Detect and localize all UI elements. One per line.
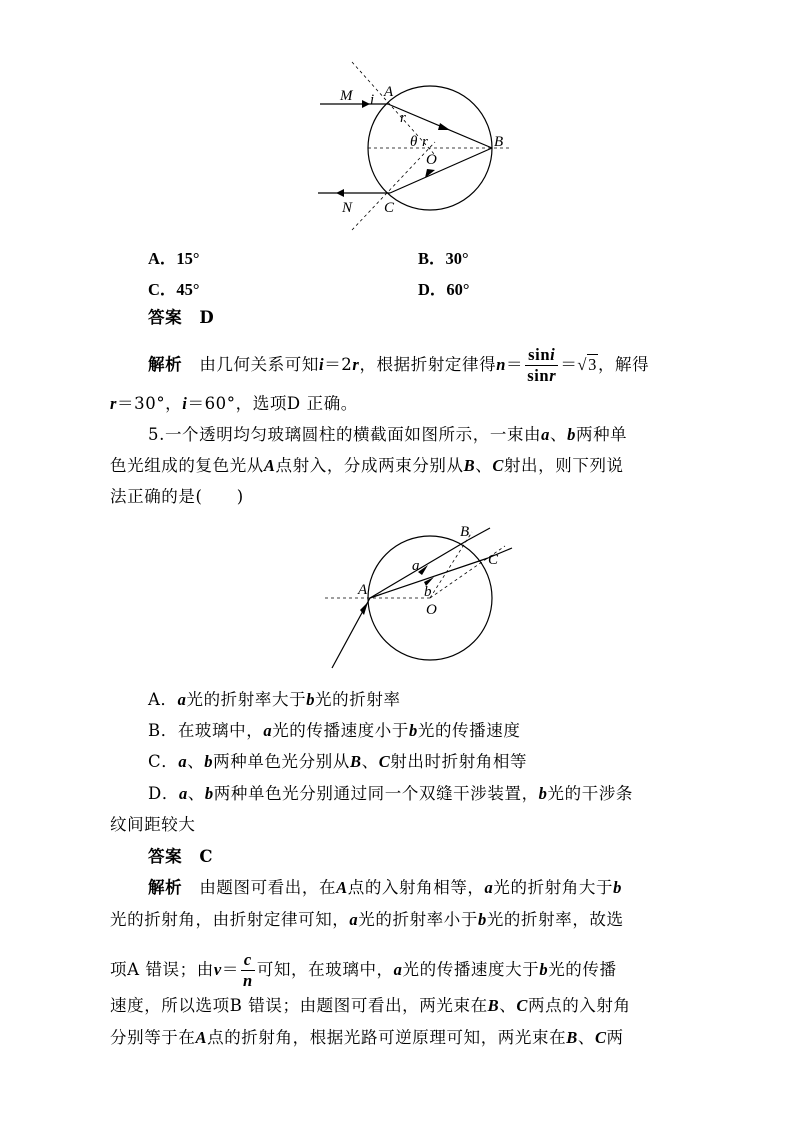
q5-option-c — [148, 751, 527, 773]
label-M: M — [340, 88, 353, 104]
q4-answer-value: D — [199, 308, 215, 327]
fraction-sin — [525, 345, 558, 386]
q5an-a: a — [484, 878, 494, 897]
frac-num: sin — [528, 345, 551, 364]
q5-analysis-line2 — [110, 909, 624, 931]
q5an-l3-b: b — [539, 960, 549, 979]
opt-d-end: 光的干涉条 — [547, 784, 634, 803]
q5-stem-line3: 法正确的是( ) — [110, 487, 244, 506]
q5-stem-line1 — [148, 424, 627, 446]
opt-d-var-a: a — [178, 784, 188, 803]
label-N: N — [342, 200, 353, 216]
arrow-M — [362, 100, 370, 108]
var-i-2: i — [182, 394, 188, 413]
opt-b-mid: 光的传播速度小于 — [272, 721, 409, 740]
opt-b-var-a: a — [263, 721, 273, 740]
q4-analysis-text3: ，解得 — [597, 355, 650, 374]
label-B: B — [494, 134, 504, 150]
q5an-l3-a: a — [393, 960, 403, 979]
sqrt-symbol: √ — [577, 355, 588, 374]
q4-option-d: D．60° — [418, 280, 470, 299]
q5an-l2b: 光的折射率小于 — [358, 910, 478, 929]
q5-answer — [148, 846, 213, 868]
q5an-l4-B: B — [487, 996, 500, 1015]
opt-c-end: 射出时折射角相等 — [390, 752, 528, 771]
label-B-2: B — [460, 524, 470, 540]
q5an-l5c: 两 — [606, 1028, 624, 1047]
opt-c-var-b: b — [204, 752, 214, 771]
q5an-l3b: 可知，在玻璃中， — [256, 960, 394, 979]
label-b-2: b — [424, 584, 432, 600]
opt-c-sep2: 、 — [361, 752, 379, 771]
q5-analysis-line5: 分别等于在A点的折射角，根据光路可逆原理可知，两光束在B、C两 — [110, 1028, 624, 1047]
q4-analysis-text2: ，根据折射定律得 — [359, 355, 497, 374]
figure-2-svg — [320, 520, 520, 675]
q5an-l3a: 项A 错误；由 — [110, 960, 214, 979]
frac-n: n — [243, 971, 253, 990]
q5an-l3d: 光的传播 — [548, 960, 617, 979]
opt-d-pre: D． — [148, 784, 179, 803]
normal-C — [352, 142, 435, 230]
q5an-eq: ＝ — [221, 960, 239, 979]
q5-option-b — [148, 720, 520, 742]
q5an-l3c: 光的传播速度大于 — [402, 960, 540, 979]
q4-option-c: C．45° — [148, 280, 200, 299]
q4-answer-label: 答案 — [148, 308, 183, 327]
ray-BC — [390, 148, 492, 193]
opt-c-mid: 两种单色光分别从 — [213, 752, 350, 771]
eq-sign: ＝ — [506, 355, 524, 374]
var-r-2: r — [110, 394, 118, 413]
q4-option-a: A．15° — [148, 249, 200, 268]
q4-line2-b: ＝60°，选项D 正确。 — [187, 394, 358, 413]
var-n: n — [496, 355, 507, 374]
q5an-v: v — [213, 960, 222, 979]
q5an-l5-B: B — [566, 1028, 578, 1047]
q5-text2b: 点射入，分成两束分别从 — [275, 456, 464, 475]
q5an-l1b: 点的入射角相等， — [347, 878, 485, 897]
opt-b-end: 光的传播速度 — [417, 721, 521, 740]
sqrt-3 — [577, 354, 598, 374]
opt-d-sep: 、 — [187, 784, 205, 803]
q5an-l1a: 由题图可看出，在 — [199, 878, 337, 897]
figure-2-refraction-diagram — [320, 520, 520, 675]
label-C: C — [384, 200, 395, 216]
q5-answer-value: C — [199, 847, 214, 866]
figure-1-svg — [300, 60, 520, 235]
q5-point-C: C — [492, 456, 504, 475]
q5-text2a: 色光组成的复色光从 — [110, 456, 264, 475]
frac-num-var: i — [550, 345, 556, 364]
q5an-l2c: 光的折射率，故选 — [486, 910, 624, 929]
q5-analysis-line1 — [148, 877, 622, 899]
q5-option-d — [148, 783, 633, 805]
opt-a-end: 光的折射率 — [315, 690, 401, 709]
q5-point-B: B — [463, 456, 476, 475]
eq-sign-2: ＝ — [560, 355, 578, 374]
q4-analysis-label: 解析 — [148, 355, 183, 374]
opt-c-C: C — [378, 752, 391, 771]
frac-den: sin — [527, 366, 550, 385]
label-O-2: O — [426, 602, 437, 618]
var-r: r — [352, 355, 360, 374]
label-r2: r — [422, 134, 428, 150]
q5-analysis-line4: 速度，所以选项B 错误；由题图可看出，两光束在B、C两点的入射角 — [110, 996, 631, 1015]
q4-analysis-text1: 由几何关系可知 — [199, 355, 320, 374]
label-theta: θ — [410, 134, 418, 150]
q5-text1-end: 两种单 — [575, 425, 628, 444]
label-A: A — [384, 84, 394, 100]
q5-sep: 、 — [550, 425, 568, 444]
q5-text1: 5.一个透明均匀玻璃圆柱的横截面如图所示，一束由 — [148, 425, 542, 444]
frac-den-var: r — [549, 366, 557, 385]
q5an-l2-b: b — [477, 910, 487, 929]
sqrt-value: 3 — [588, 355, 597, 374]
q5an-l4-C: C — [516, 996, 528, 1015]
q5-var-b: b — [567, 425, 576, 444]
q5an-l4b: 两点的入射角 — [528, 996, 631, 1015]
opt-d-var-b: b — [204, 784, 214, 803]
opt-d-mid: 两种单色光分别通过同一个双缝干涉装置， — [213, 784, 539, 803]
q4-analysis-line1 — [148, 345, 649, 386]
label-r1: r — [400, 110, 406, 126]
q5-stem-line2 — [110, 455, 624, 477]
q5an-l5b: 点的折射角，根据光路可逆原理可知，两光束在 — [207, 1028, 567, 1047]
frac-c: c — [241, 950, 255, 971]
label-C-2: C — [488, 552, 499, 568]
q4-line2-a: ＝30°， — [117, 394, 183, 413]
opt-d-var-b2: b — [538, 784, 548, 803]
arrow-AB — [438, 123, 450, 130]
q5an-A: A — [336, 878, 348, 897]
q5-point-A: A — [263, 456, 276, 475]
opt-a-var-a: a — [177, 690, 187, 709]
q5an-l5-C: C — [594, 1028, 607, 1047]
q5an-l4: 速度，所以选项B 错误；由题图可看出，两光束在 — [110, 996, 488, 1015]
label-A-2: A — [358, 582, 368, 598]
q5-analysis-line3 — [110, 950, 617, 991]
q5-var-a: a — [541, 425, 551, 444]
opt-c-sep: 、 — [187, 752, 205, 771]
q5-answer-label: 答案 — [148, 847, 183, 866]
arrow-N — [336, 189, 344, 197]
q5an-l1c: 光的折射角大于 — [493, 878, 614, 897]
label-i: i — [370, 92, 375, 108]
q5an-l5-A: A — [195, 1028, 208, 1047]
label-O: O — [426, 152, 437, 168]
opt-b-var-b: b — [409, 721, 418, 740]
opt-c-B: B — [349, 752, 362, 771]
q4-option-b: B．30° — [418, 249, 469, 268]
figure-1-refraction-diagram — [300, 60, 520, 235]
q4-analysis-line2 — [110, 393, 358, 415]
eq-2: ＝2 — [324, 355, 353, 374]
q5-text2c: 射出，则下列说 — [503, 456, 624, 475]
q5-analysis-label: 解析 — [148, 878, 183, 897]
q5-option-a — [148, 689, 401, 711]
opt-b-pre: B．在玻璃中， — [148, 721, 264, 740]
opt-c-var-a: a — [178, 752, 188, 771]
fraction-c-n — [241, 950, 255, 991]
var-i: i — [319, 355, 325, 374]
opt-a-mid: 光的折射率大于 — [186, 690, 307, 709]
q5an-l2-a: a — [349, 910, 359, 929]
q5an-b: b — [613, 878, 622, 897]
q5an-l2a: 光的折射角，由折射定律可知， — [110, 910, 350, 929]
q5-option-d-line2: 纹间距较大 — [110, 815, 196, 834]
q5-sep2: 、 — [475, 456, 493, 475]
opt-c-pre: C． — [148, 752, 179, 771]
opt-a-var-b: b — [306, 690, 316, 709]
label-a-2: a — [412, 558, 420, 574]
exit-ray-B — [468, 528, 490, 540]
opt-a-pre: A． — [148, 690, 178, 709]
q5an-l5a: 分别等于在 — [110, 1028, 196, 1047]
q4-answer — [148, 307, 214, 329]
